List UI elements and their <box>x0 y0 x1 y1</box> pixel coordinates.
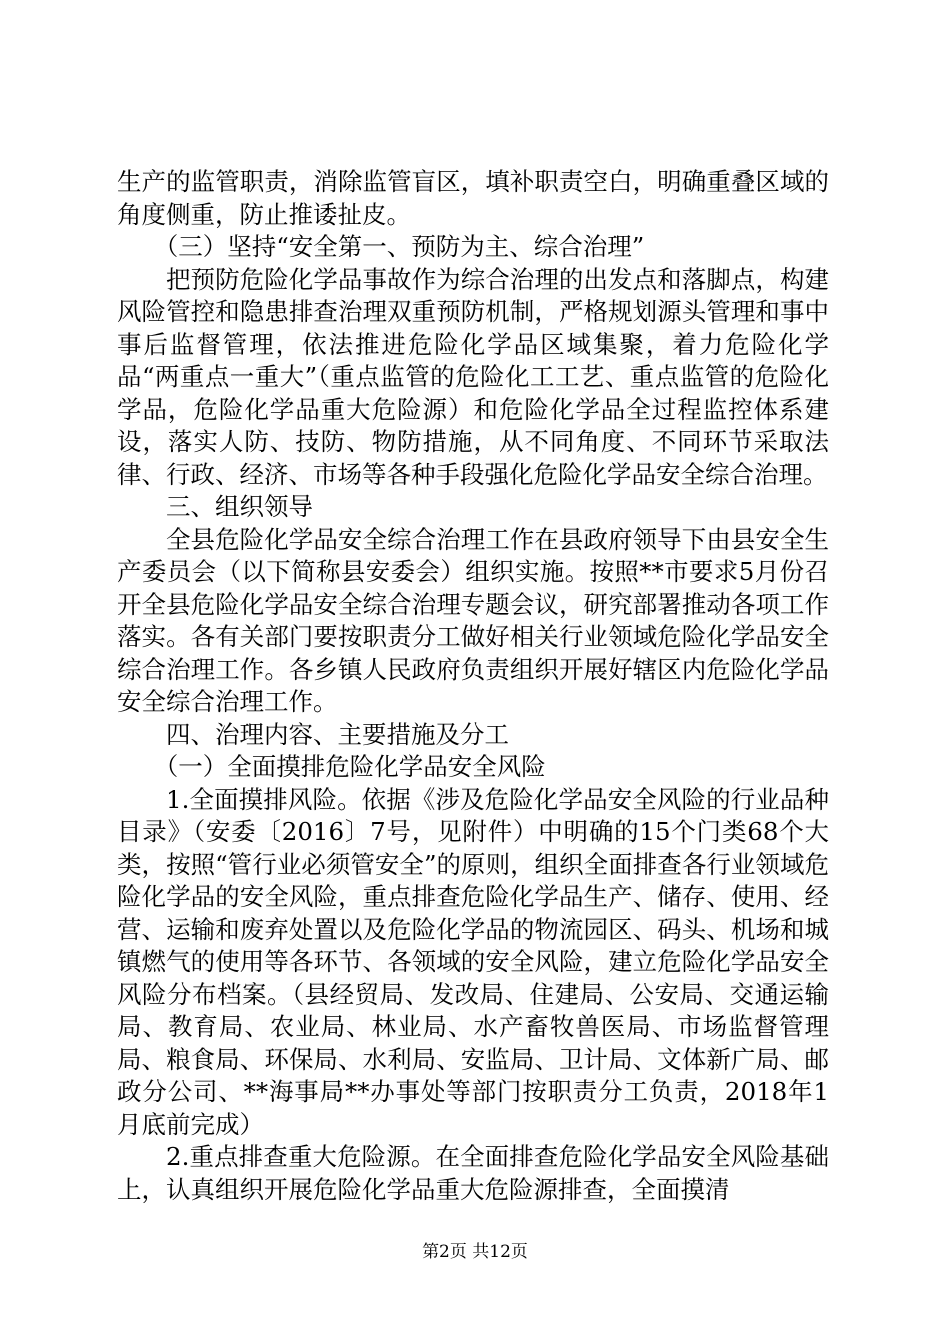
paragraph-organization: 全县危险化学品安全综合治理工作在县政府领导下由县安全生产委员会（以下简称县安委会）组织实施。按照**市要求5月份召开全县危险化学品安全综合治理专题会议，研究部署推动各项工作落实。各有关部门要按职责分工做好相关行业领域危险化学品安全综合治理工作。各乡镇人民政府负责组织开展好辖区内危险化学品安全综合治理工作。 <box>117 524 829 716</box>
chapter-heading-organization: 三、组织领导 <box>166 492 313 521</box>
page-number-footer: 第2页 共12页 <box>422 1242 528 1262</box>
paragraph-item-2: 2.重点排查重大危险源。在全面排查危险化学品安全风险基础上，认真组织开展危险化学品重大危险源排查，全面摸清 <box>117 1142 829 1204</box>
section-heading-1: （一）全面摸排危险化学品安全风险 <box>153 752 546 781</box>
chapter-heading-measures: 四、治理内容、主要措施及分工 <box>166 719 509 749</box>
paragraph-prevention: 把预防危险化学品事故作为综合治理的出发点和落脚点，构建风险管控和隐患排查治理双重预防机制，严格规划源头管理和事中事后监督管理，依法推进危险化学品区域集聚，着力危险化学品“两重点一重大”（重点监管的危险化工工艺、重点监管的危险化学品，危险化学品重大危险源）和危险化学品全过程监控体系建设，落实人防、技防、物防措施，从不同角度、不同环节采取法律、行政、经济、市场等各种手段强化危险化学品安全综合治理。 <box>117 264 829 489</box>
paragraph-continuation: 生产的监管职责，消除监管盲区，填补职责空白，明确重叠区域的角度侧重，防止推诿扯皮。 <box>117 167 829 229</box>
document-body <box>117 166 829 1206</box>
paragraph-item-1: 1.全面摸排风险。依据《涉及危险化学品安全风险的行业品种目录》（安委〔2016〕7号，见附件）中明确的15个门类68个大类，按照“管行业必须管安全”的原则，组织全面排查各行业领域危险化学品的安全风险，重点排查危险化学品生产、储存、使用、经营、运输和废弃处置以及危险化学品的物流园区、码头、机场和城镇燃气的使用等各环节、各领域的安全风险，建立危险化学品安全风险分布档案。（县经贸局、发改局、住建局、公安局、交通运输局、教育局、农业局、林业局、水产畜牧兽医局、市场监督管理局、粮食局、环保局、水利局、安监局、卫计局、文体新广局、邮政分公司、**海事局**办事处等部门按职责分工负责，2018年1月底前完成） <box>117 784 829 1139</box>
section-heading-3: （三）坚持“安全第一、预防为主、综合治理” <box>153 232 645 261</box>
